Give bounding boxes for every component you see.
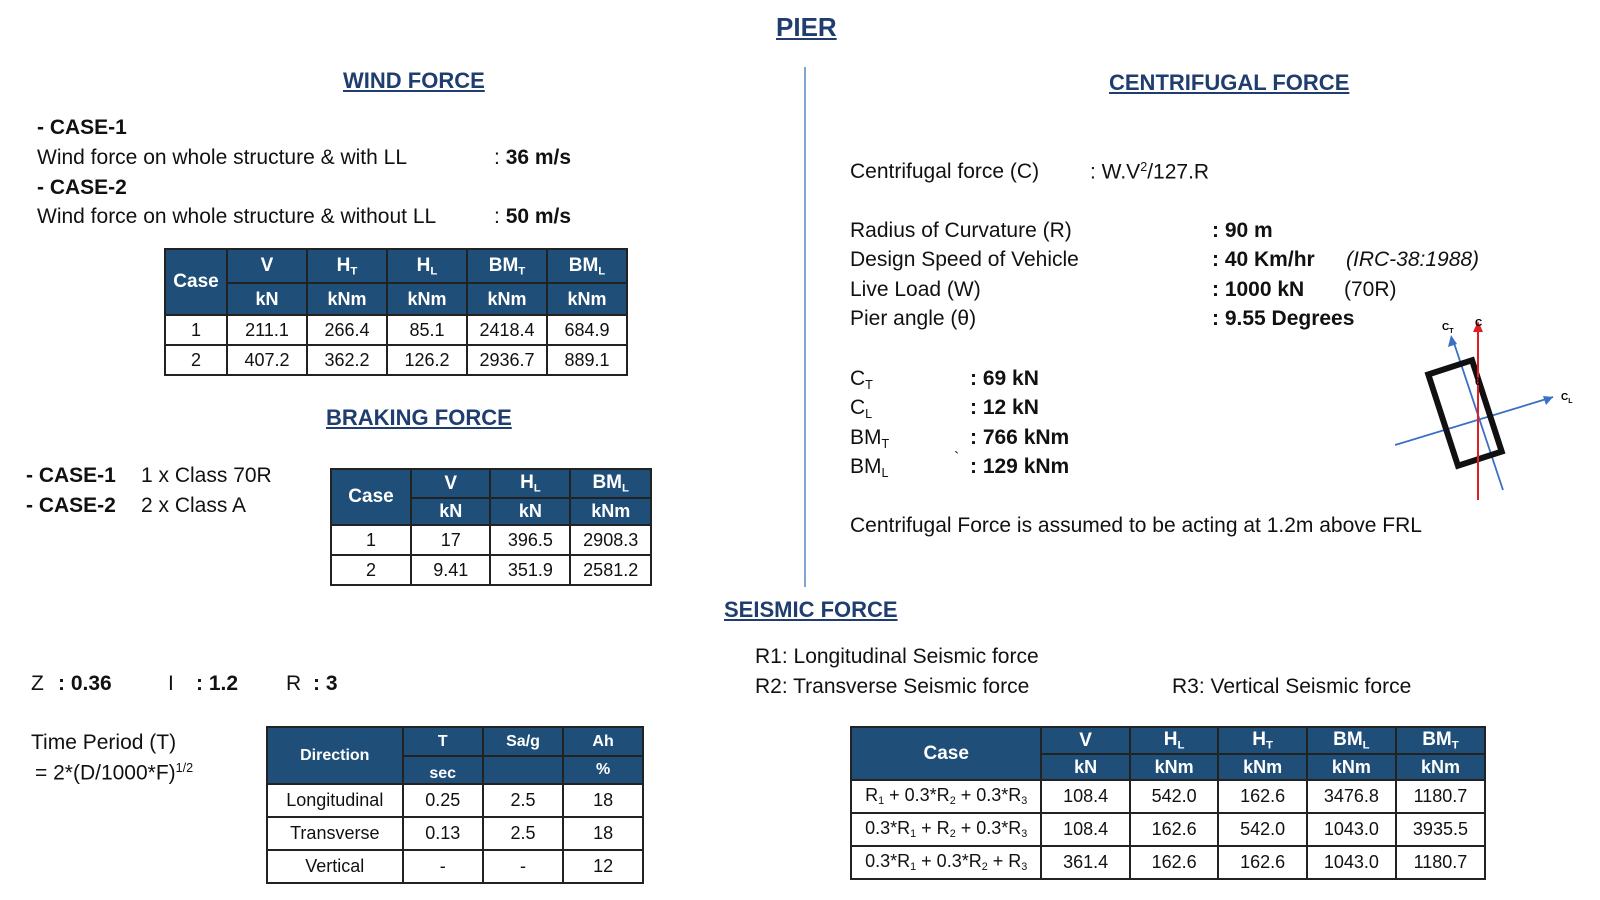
angle-value: : 9.55 Degrees xyxy=(1212,307,1355,330)
wind-case-header: Case xyxy=(165,249,227,315)
table-cell: 361.4 xyxy=(1041,846,1129,879)
wind-col-ht: $H_T$ xyxy=(307,249,387,283)
seismic-col-ht: $H_T$ xyxy=(1218,727,1306,754)
wind-col-v: V xyxy=(227,249,307,283)
seismic-col-hl: $H_L$ xyxy=(1130,727,1218,754)
table-cell: Vertical xyxy=(267,850,403,883)
braking-unit-v: kN xyxy=(411,498,490,525)
speed-label: Design Speed of Vehicle xyxy=(850,248,1079,271)
braking-unit-bml: kNm xyxy=(570,498,651,525)
wind-unit-hl: kNm xyxy=(387,283,467,315)
seismic-unit-ah: % xyxy=(563,756,643,784)
table-cell: - xyxy=(483,850,563,883)
braking-case1-value: 1 x Class 70R xyxy=(141,464,272,487)
table-cell: 2581.2 xyxy=(570,555,651,585)
combination-case: $0.3*R_1 + 0.3*R_2 + R_3$ xyxy=(851,846,1041,879)
table-cell: 684.9 xyxy=(547,315,627,345)
c-label: C xyxy=(1475,318,1483,329)
table-cell: 2 xyxy=(331,555,411,585)
wind-unit-bmt: kNm xyxy=(467,283,547,315)
seismic-combination-table xyxy=(850,726,1486,880)
wind-col-bmt: $BM_T$ xyxy=(467,249,547,283)
wind-unit-ht: kNm xyxy=(307,283,387,315)
theta-label: θ xyxy=(1475,377,1481,388)
table-cell: 2908.3 xyxy=(570,525,651,555)
table-cell: 0.13 xyxy=(403,817,483,850)
r2-definition: R2: Transverse Seismic force xyxy=(755,675,1030,698)
table-cell: 162.6 xyxy=(1218,780,1306,813)
wind-case1-value: 36 m/s xyxy=(505,146,572,169)
page-title: PIER xyxy=(776,12,837,42)
table-cell: 17 xyxy=(411,525,490,555)
table-cell: 108.4 xyxy=(1041,780,1129,813)
seismic-unit-v: kN xyxy=(1041,754,1129,780)
table-cell: 2.5 xyxy=(483,817,563,850)
speed-note: (IRC-38:1988) xyxy=(1346,248,1480,271)
cl-axis-arrow-icon xyxy=(1543,396,1553,405)
braking-col-hl: $H_L$ xyxy=(490,469,570,498)
seismic-unit-bmt: kNm xyxy=(1396,754,1485,780)
cl-label: $C_L$ xyxy=(850,396,873,421)
table-cell: 542.0 xyxy=(1218,813,1306,846)
braking-case1-label: - CASE-1 xyxy=(26,464,116,487)
table-row xyxy=(267,850,643,883)
seismic-unit-ht: kNm xyxy=(1218,754,1306,780)
bml-mark: ` xyxy=(954,450,960,467)
table-cell: 162.6 xyxy=(1130,846,1218,879)
bmt-value: : 766 kNm xyxy=(970,426,1070,449)
table-cell: 2.5 xyxy=(483,784,563,817)
centrifugal-note: Centrifugal Force is assumed to be acting at 1.2m above FRL xyxy=(850,514,1422,537)
table-cell: 1043.0 xyxy=(1307,846,1396,879)
r-value: : 3 xyxy=(313,672,338,695)
table-row xyxy=(851,813,1485,846)
table-row xyxy=(331,555,651,585)
wind-case1-sep: : xyxy=(494,146,500,169)
braking-force-table xyxy=(330,468,652,586)
seismic-col-ah: Ah xyxy=(563,727,643,756)
table-cell: 18 xyxy=(563,784,643,817)
table-cell: Transverse xyxy=(267,817,403,850)
load-value: : 1000 kN xyxy=(1212,278,1305,301)
wind-case2-label: - CASE-2 xyxy=(37,176,127,199)
table-cell: 396.5 xyxy=(490,525,570,555)
z-value: : 0.36 xyxy=(58,672,112,695)
cl-value: : 12 kN xyxy=(970,396,1039,419)
seismic-unit-t: sec xyxy=(403,756,483,784)
seismic-direction-header: Direction xyxy=(267,727,403,784)
wind-col-hl: $H_L$ xyxy=(387,249,467,283)
wind-case1-label: - CASE-1 xyxy=(37,116,127,139)
seismic-unit-bml: kNm xyxy=(1307,754,1396,780)
load-note: (70R) xyxy=(1344,278,1397,301)
table-cell: 2418.4 xyxy=(467,315,547,345)
table-cell: 211.1 xyxy=(227,315,307,345)
seismic-unit-sag xyxy=(483,756,563,784)
table-row xyxy=(165,315,627,345)
pier-angle-diagram xyxy=(1395,315,1585,505)
table-row xyxy=(851,846,1485,879)
wind-case2-sep: : xyxy=(494,205,500,228)
table-cell: 362.2 xyxy=(307,345,387,375)
seismic-col-v: V xyxy=(1041,727,1129,754)
r1-definition: R1: Longitudinal Seismic force xyxy=(755,645,1039,668)
r3-definition: R3: Vertical Seismic force xyxy=(1172,675,1412,698)
table-cell: 12 xyxy=(563,850,643,883)
bml-label: $BM_L$ xyxy=(850,455,889,480)
z-label: Z xyxy=(31,672,44,695)
cl-diagram-label: $C_L$ xyxy=(1561,392,1573,405)
wind-case2-value: 50 m/s xyxy=(505,205,572,228)
table-cell: 1 xyxy=(331,525,411,555)
load-label: Live Load (W) xyxy=(850,278,981,301)
table-cell: 162.6 xyxy=(1218,846,1306,879)
i-label: I xyxy=(168,672,174,695)
r-label: R xyxy=(286,672,302,695)
seismic-col-sag: Sa/g xyxy=(483,727,563,756)
time-period-label: Time Period (T) xyxy=(31,731,177,754)
bml-value: : 129 kNm xyxy=(970,455,1070,478)
braking-force-heading: BRAKING FORCE xyxy=(326,405,512,430)
table-cell: - xyxy=(403,850,483,883)
combination-case: $R_1 + 0.3*R_2 + 0.3*R_3$ xyxy=(851,780,1041,813)
table-cell: 407.2 xyxy=(227,345,307,375)
table-cell: 2 xyxy=(165,345,227,375)
seismic-col-bmt: $BM_T$ xyxy=(1396,727,1485,754)
wind-case1-desc: Wind force on whole structure & with LL xyxy=(37,146,408,169)
seismic-unit-hl: kNm xyxy=(1130,754,1218,780)
braking-unit-hl: kN xyxy=(490,498,570,525)
radius-value: : 90 m xyxy=(1212,219,1273,242)
centrifugal-force-heading: CENTRIFUGAL FORCE xyxy=(1109,70,1350,95)
braking-col-v: V xyxy=(411,469,490,498)
braking-col-bml: $BM_L$ xyxy=(570,469,651,498)
wind-unit-bml: kNm xyxy=(547,283,627,315)
table-cell: 126.2 xyxy=(387,345,467,375)
braking-case2-label: - CASE-2 xyxy=(26,494,116,517)
centrifugal-formula-label: Centrifugal force (C) xyxy=(850,160,1040,183)
table-cell: 1180.7 xyxy=(1396,780,1485,813)
combination-case: $0.3*R_1 + R_2 + 0.3*R_3$ xyxy=(851,813,1041,846)
wind-col-bml: $BM_L$ xyxy=(547,249,627,283)
table-cell: 9.41 xyxy=(411,555,490,585)
table-row xyxy=(851,780,1485,813)
seismic-col-t: T xyxy=(403,727,483,756)
table-cell: 85.1 xyxy=(387,315,467,345)
wind-case2-value-line xyxy=(494,205,571,229)
table-cell: 889.1 xyxy=(547,345,627,375)
bmt-label: $BM_T$ xyxy=(850,426,890,451)
table-row xyxy=(165,345,627,375)
speed-value: : 40 Km/hr xyxy=(1212,248,1315,271)
table-cell: Longitudinal xyxy=(267,784,403,817)
table-row xyxy=(267,817,643,850)
centrifugal-formula: : $W.V^2/127.R$ xyxy=(1090,160,1210,184)
table-cell: 108.4 xyxy=(1041,813,1129,846)
table-cell: 162.6 xyxy=(1130,813,1218,846)
angle-label: Pier angle (θ) xyxy=(850,307,977,330)
table-cell: 266.4 xyxy=(307,315,387,345)
table-cell: 2936.7 xyxy=(467,345,547,375)
table-cell: 351.9 xyxy=(490,555,570,585)
ct-value: : 69 kN xyxy=(970,367,1039,390)
wind-force-heading: WIND FORCE xyxy=(343,68,485,93)
wind-case1-value-line xyxy=(494,146,571,170)
ct-diagram-label: $C_T$ xyxy=(1442,322,1454,335)
wind-case2-desc: Wind force on whole structure & without LL xyxy=(37,205,437,228)
seismic-direction-table xyxy=(266,726,644,884)
table-row xyxy=(331,525,651,555)
time-period-formula: = $2*(D/1000*F)^{1/2}$ xyxy=(35,761,194,785)
table-cell: 0.25 xyxy=(403,784,483,817)
radius-label: Radius of Curvature (R) xyxy=(850,219,1072,242)
table-row xyxy=(267,784,643,817)
table-cell: 18 xyxy=(563,817,643,850)
braking-case-header: Case xyxy=(331,469,411,525)
braking-case2-value: 2 x Class A xyxy=(141,494,247,517)
table-cell: 3476.8 xyxy=(1307,780,1396,813)
column-divider xyxy=(804,67,806,587)
wind-force-table xyxy=(164,248,628,376)
table-cell: 3935.5 xyxy=(1396,813,1485,846)
seismic-case-header: Case xyxy=(851,727,1041,780)
wind-unit-v: kN xyxy=(227,283,307,315)
ct-label: $C_T$ xyxy=(850,367,873,392)
seismic-col-bml: $BM_L$ xyxy=(1307,727,1396,754)
table-cell: 542.0 xyxy=(1130,780,1218,813)
i-value: : 1.2 xyxy=(196,672,239,695)
table-cell: 1180.7 xyxy=(1396,846,1485,879)
table-cell: 1 xyxy=(165,315,227,345)
table-cell: 1043.0 xyxy=(1307,813,1396,846)
seismic-force-heading: SEISMIC FORCE xyxy=(724,597,898,622)
